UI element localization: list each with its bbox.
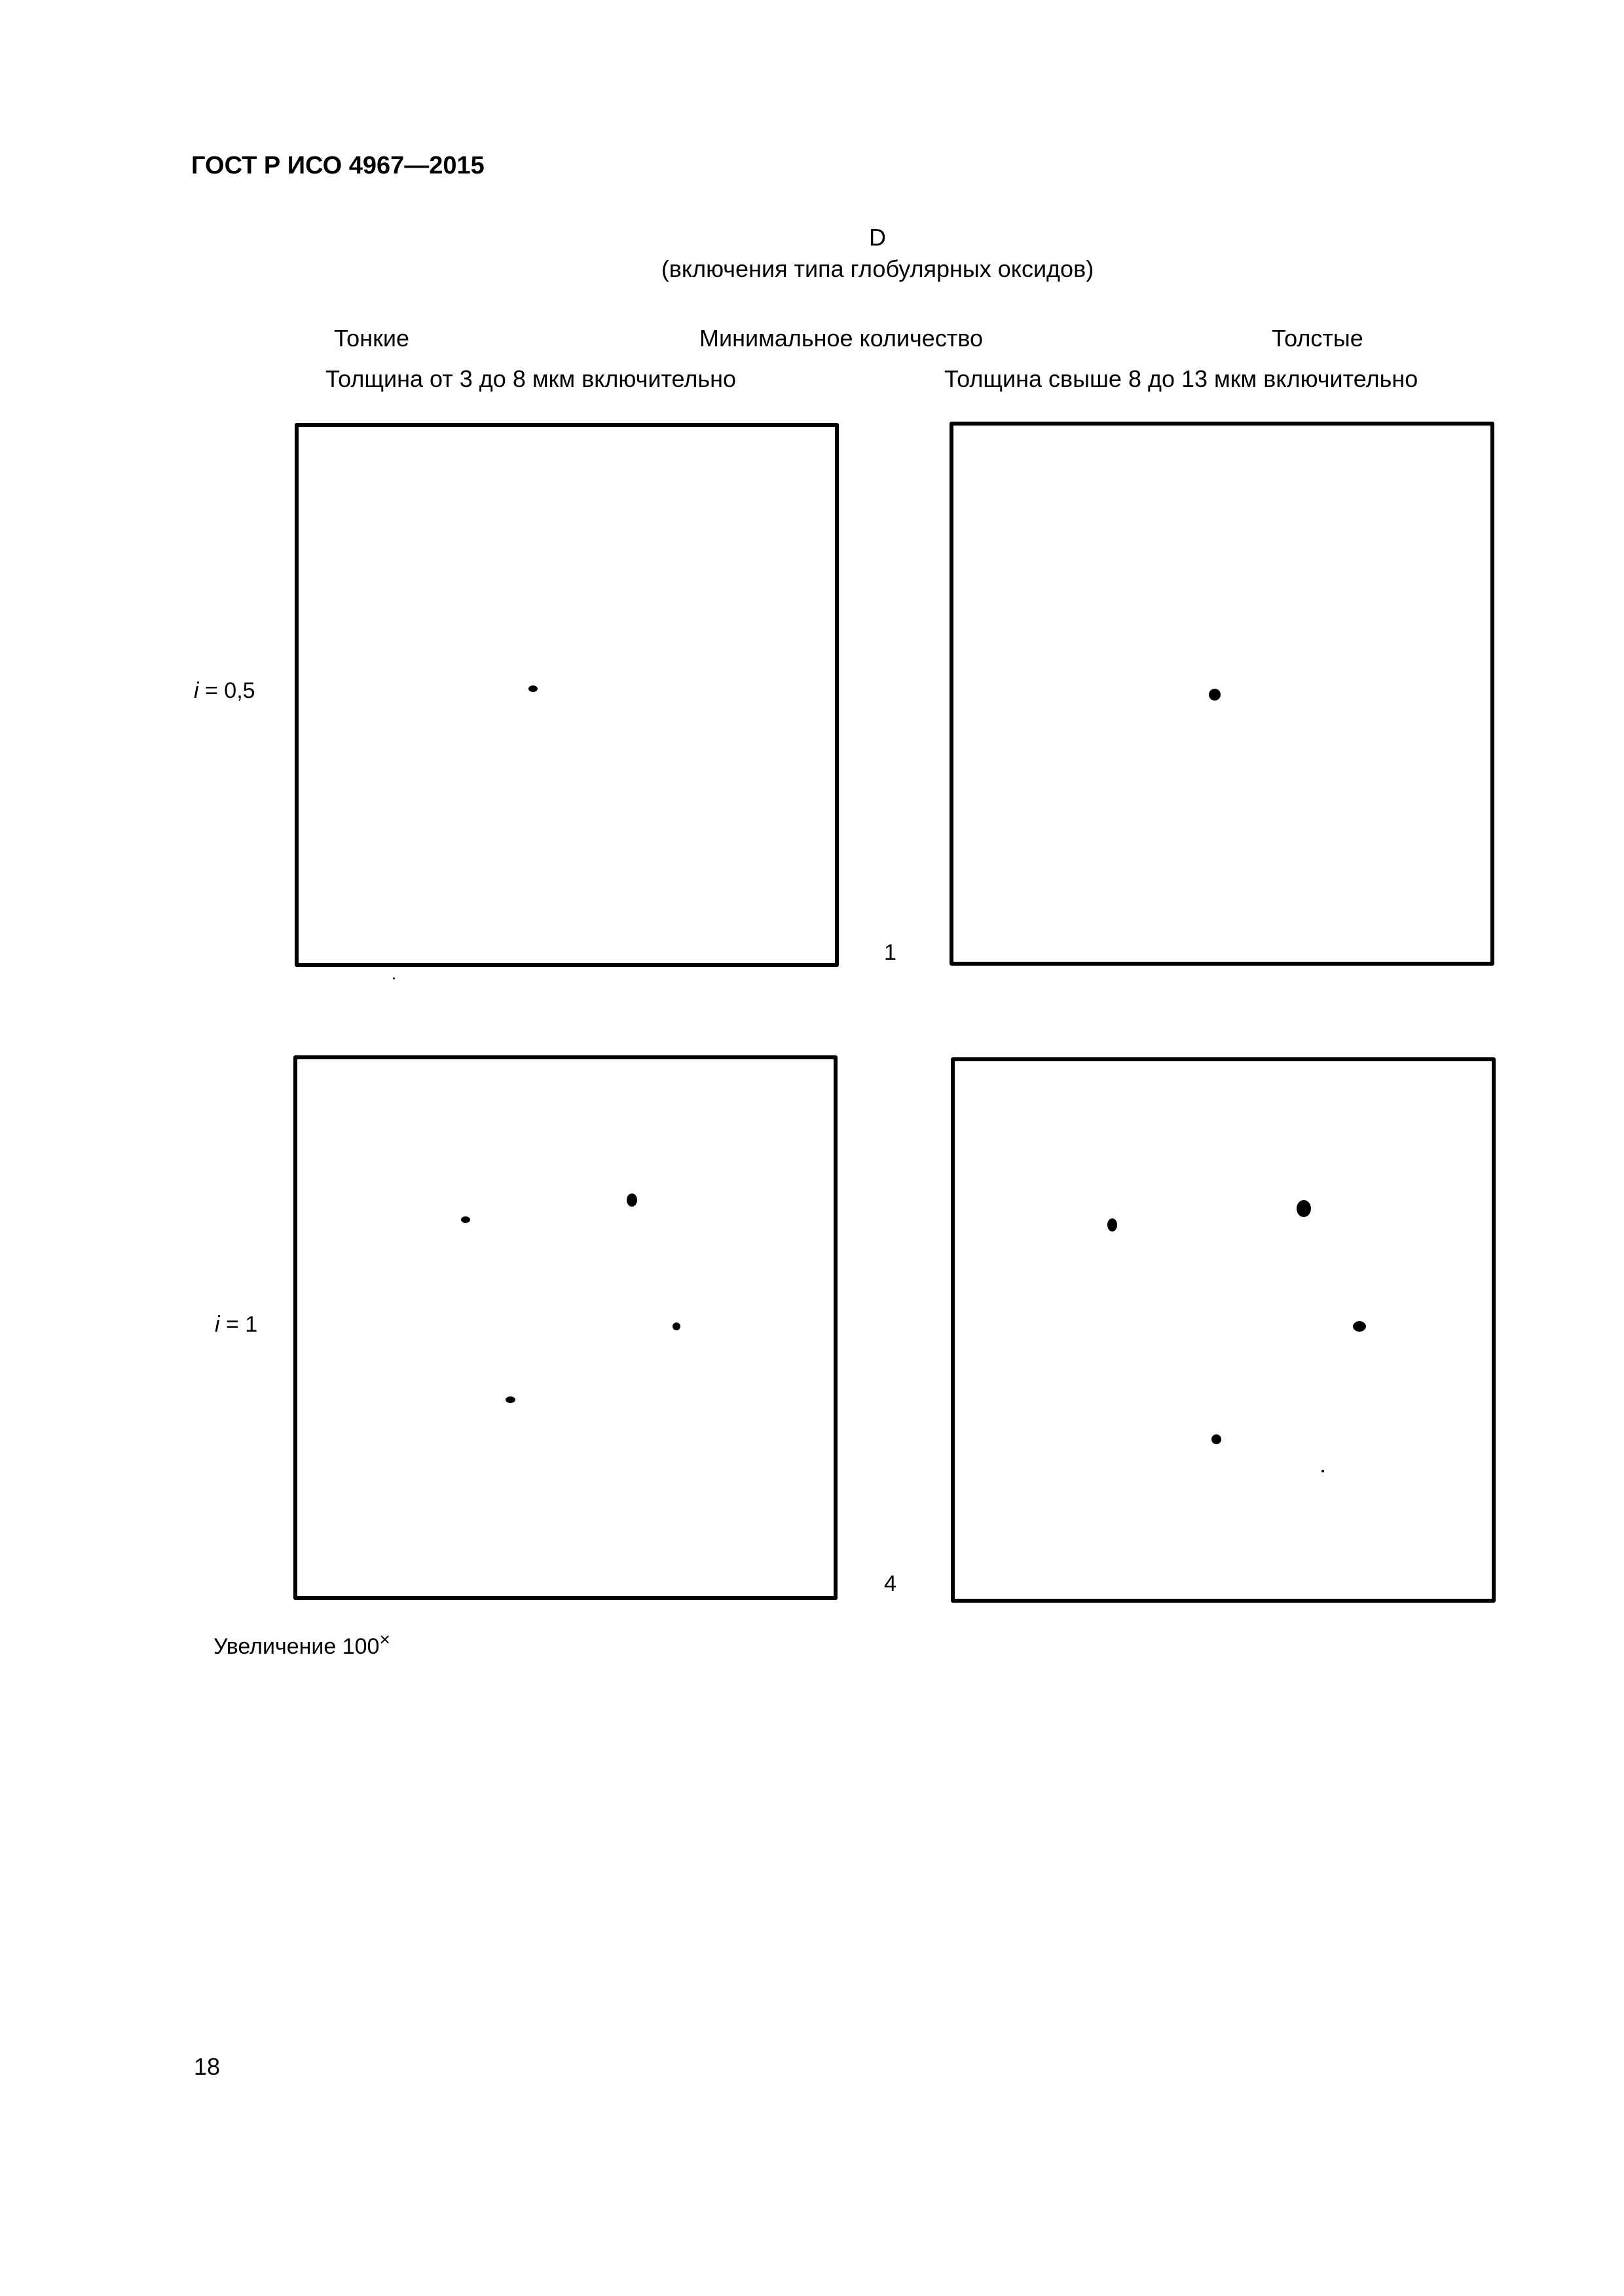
inclusion-dot: [1353, 1321, 1366, 1332]
column-heading-minimum: Минимальное количество: [699, 325, 984, 352]
micrograph-thin-row-2: [293, 1055, 838, 1600]
standard-header: ГОСТ Р ИСО 4967—2015: [191, 152, 485, 179]
row-label-i-0-5: [194, 678, 255, 704]
row-label-value: = 1: [219, 1312, 258, 1337]
speck: [1321, 1470, 1324, 1472]
inclusion-dot: [506, 1396, 515, 1403]
column-heading-thin: Тонкие: [334, 325, 409, 352]
inclusion-dot: [1107, 1218, 1117, 1231]
magnification-text: Увеличение 100: [213, 1634, 380, 1659]
inclusion-dot: [528, 685, 538, 692]
inclusion-dot: [627, 1194, 637, 1207]
row-label-variable: i: [194, 678, 199, 703]
figure-letter: D: [869, 224, 886, 251]
page-number: 18: [194, 2053, 221, 2080]
column-heading-thick: Толстые: [1272, 325, 1363, 352]
magnification-note: [213, 1629, 390, 1660]
inclusion-count-row-1: 1: [884, 940, 896, 965]
row-label-value: = 0,5: [198, 678, 255, 703]
speck: [393, 977, 395, 979]
inclusion-dot: [461, 1216, 470, 1223]
inclusion-dot: [673, 1322, 680, 1330]
inclusion-dot: [1297, 1200, 1311, 1217]
magnification-symbol: ×: [379, 1629, 390, 1650]
micrograph-thick-row-2: [951, 1057, 1496, 1603]
micrograph-thick-row-1: [950, 422, 1494, 966]
thin-thickness-range: Толщина от 3 до 8 мкм включительно: [325, 365, 737, 392]
figure-caption: (включения типа глобулярных оксидов): [661, 255, 1094, 282]
row-label-i-1: [215, 1312, 257, 1338]
micrograph-thin-row-1: [295, 423, 839, 967]
thick-thickness-range: Толщина свыше 8 до 13 мкм включительно: [944, 365, 1418, 392]
row-label-variable: i: [215, 1312, 220, 1337]
inclusion-dot: [1211, 1434, 1221, 1444]
inclusion-dot: [1209, 689, 1221, 701]
inclusion-count-row-2: 4: [884, 1571, 896, 1596]
